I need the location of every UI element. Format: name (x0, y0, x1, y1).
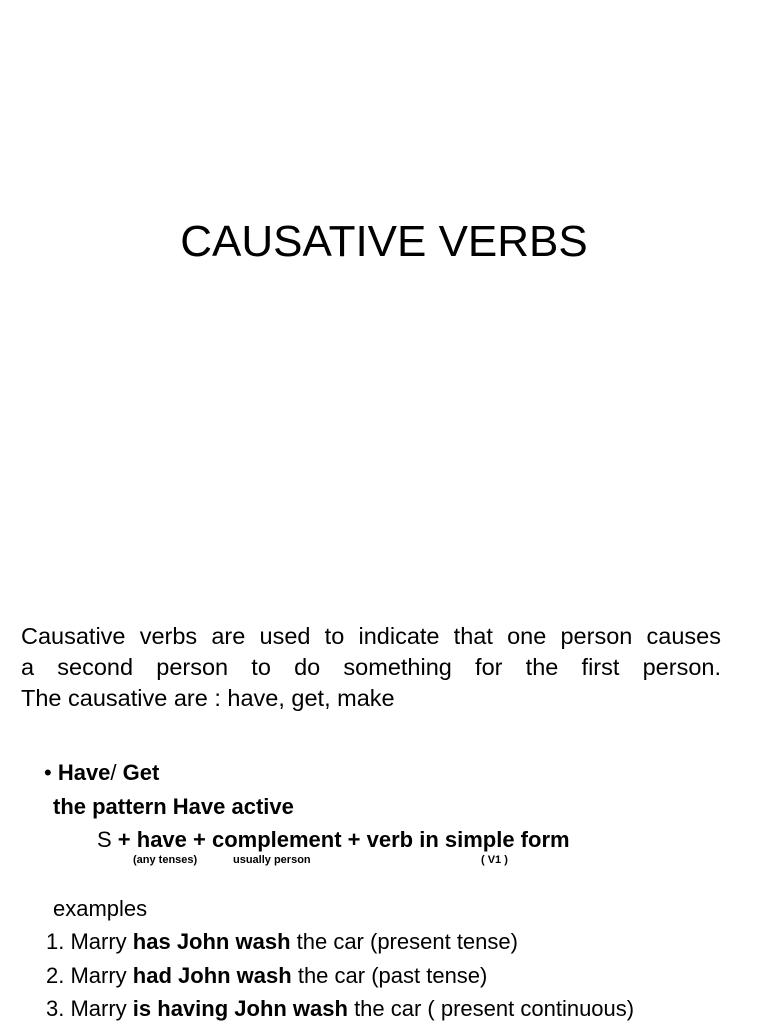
note-any-tenses: (any tenses) (133, 854, 198, 866)
intro-line-1: Causative verbs are used to indicate that one person causes (21, 623, 721, 649)
intro-line-2: a second person to do something for the first person. (21, 654, 721, 680)
intro-paragraph (21, 621, 721, 714)
examples-label: examples (53, 896, 148, 921)
bullet-have: Have (57, 760, 111, 785)
pattern-heading: the pattern Have active (53, 794, 294, 819)
formula (97, 826, 570, 854)
bullet-have-get (44, 759, 159, 787)
note-v1: ( V1 ) (481, 854, 508, 866)
example-number: 1. Marry (46, 929, 133, 954)
example-bold: has John wash (132, 929, 291, 954)
example-item (46, 962, 487, 990)
example-rest: the car ( present continuous) (347, 996, 635, 1021)
intro-line-3: The causative are : have, get, make (21, 685, 395, 711)
example-bold: is having John wash (132, 996, 348, 1021)
example-number: 3. Marry (46, 996, 133, 1021)
example-rest: the car (present tense) (290, 929, 518, 954)
bullet-get: Get (122, 760, 160, 785)
bullet-slash: / (110, 760, 123, 785)
example-item (46, 995, 634, 1023)
bullet-marker: • (44, 760, 52, 785)
formula-rest: + have + complement + verb in simple form (111, 827, 570, 852)
note-usually-person: usually person (233, 854, 311, 866)
example-rest: the car (past tense) (291, 963, 488, 988)
example-item (46, 928, 518, 956)
formula-subject: S (97, 827, 112, 852)
example-number: 2. Marry (46, 963, 133, 988)
example-bold: had John wash (132, 963, 292, 988)
page-title: CAUSATIVE VERBS (180, 217, 588, 266)
